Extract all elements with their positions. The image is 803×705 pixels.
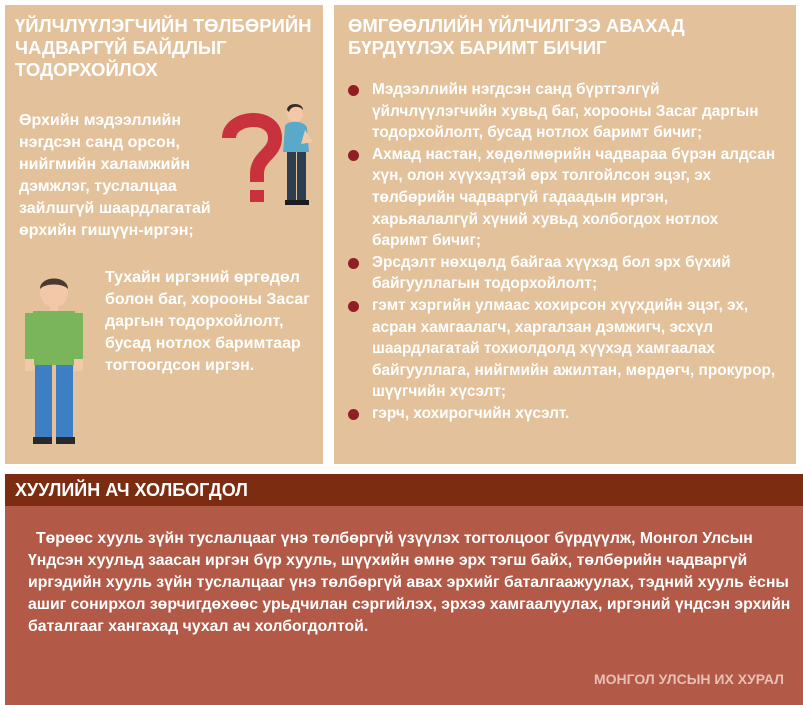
bullet-icon — [348, 85, 359, 96]
standing-person-icon — [23, 273, 85, 445]
bullet-icon — [348, 150, 359, 161]
bullet-icon — [348, 301, 359, 312]
legal-significance-title: ХУУЛИЙН АЧ ХОЛБОГДОЛ — [15, 480, 248, 500]
eligibility-criterion-2: Тухайн иргэний өргөдөл болон баг, хорооны Засаг даргын тодорхойлолт, бусад нотлох баримтаар тогтоогдсон иргэн. — [105, 269, 310, 374]
list-item — [348, 403, 778, 425]
required-documents-panel — [334, 5, 796, 464]
eligibility-panel — [5, 5, 323, 464]
list-item-text: Эрсдэлт нөхцөлд байгаа хүүхэд бол эрх бүхий байгууллагын тодорхойлолт; — [372, 253, 731, 293]
required-documents-list — [348, 79, 778, 425]
thinking-person-icon — [217, 100, 325, 210]
eligibility-criterion-1: Өрхийн мэдээллийн нэгдсэн санд орсон, нийгмийн халамжийн дэмжлэг, туслалцаа зайлшгүй шаардлагатай өрхийн гишүүн-иргэн; — [19, 112, 211, 239]
eligibility-title: ҮЙЛЧЛҮҮЛЭГЧИЙН ТӨЛБӨРИЙН ЧАДВАРГҮЙ БАЙДЛЫГ ТОДОРХОЙЛОХ — [15, 15, 312, 80]
list-item — [348, 79, 778, 144]
legal-significance-body — [5, 506, 803, 705]
bullet-icon — [348, 409, 359, 420]
list-item — [348, 295, 778, 403]
list-item-text: Ахмад настан, хөдөлмөрийн чадвараа бүрэн алдсан хүн, олон хүүхэдтэй өрх толгойлсон эцэг, эх төлбөрийн чадваргүй гадаадын иргэн, харьяалалгүй хүний хувьд холбогдох нотлох баримт бичиг; — [372, 145, 776, 250]
list-item-text: гэрч, хохирогчийн хүсэлт. — [372, 404, 570, 422]
legal-significance-text: Төрөөс хууль зүйн туслалцааг үнэ төлбөргүй үзүүлэх тогтолцоог бүрдүүлж, Монгол Улсын Үндсэн хуульд заасан иргэн бүр хууль, шүүхийн өмнө эрх тэгш байх, төлбөрийн чадваргүй иргэдийн хууль зүйн туслалцааг үнэ төлбөргүй авах эрхийг баталгаажуулах, тэдний хууль ёсны ашиг сонирхол зөрчигдөхөөс урьдчилан сэргийлэх, эрхээ хамгаалуулах, иргэний үндсэн эрхийн баталгааг хангахад чухал ач холбогдолтой. — [28, 530, 791, 635]
list-item — [348, 252, 778, 295]
source-label: МОНГОЛ УЛСЫН ИХ ХУРАЛ — [593, 671, 784, 687]
list-item-text: Мэдээллийн нэгдсэн санд бүртгэлгүй үйлчлүүлэгчийн хувьд баг, хорооны Засаг даргын тодорхойлолт, бусад нотлох баримт бичиг; — [372, 81, 759, 142]
legal-significance-header — [5, 474, 803, 506]
list-item-text: гэмт хэргийн улмаас хохирсон хүүхдийн эцэг, эх, асран хамгаалагч, харгалзан дэмжигч, эсхүл шаардлагатай тохиолдолд хүүхэд хамгаалах байгууллага, нийгмийн ажилтан, мөрдөгч, прокурор, шүүгчийн хүсэлт; — [372, 296, 776, 401]
list-item — [348, 144, 778, 252]
bullet-icon — [348, 258, 359, 269]
required-documents-title: ӨМГӨӨЛЛИЙН ҮЙЛЧИЛГЭЭ АВАХАД БҮРДҮҮЛЭХ БАРИМТ БИЧИГ — [348, 15, 685, 58]
